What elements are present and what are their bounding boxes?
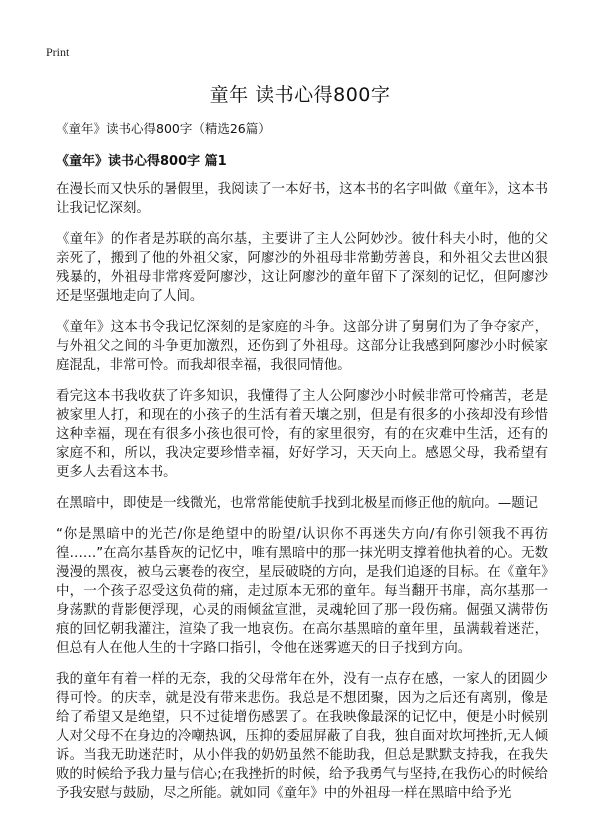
section-title: 《童年》读书心得800字 篇1 (56, 154, 227, 169)
print-label[interactable]: Print (46, 45, 70, 59)
article-body (56, 180, 548, 815)
paragraph: 在黑暗中，即使是一线微光，也常常能使航手找到北极星而修正他的航向。—题记 (56, 496, 539, 511)
paragraph: 我的童年有着一样的无奈，我的父母常年在外，没有一点存在感，一家人的团圆少得可怜。的庆幸，就是没有带来悲伤。我总是不想团聚，因为之后还有离别，像是给了希望又是绝望，只不过徒增伤感罢了。在我映像最深的记忆中，便是小时候别人对父母不在身边的冷嘲热讽，压抑的委屈屏蔽了自我，独自面对坎坷挫折,无人倾诉。当我无助迷茫时，从小伴我的奶奶虽然不能助我，但总是默默支持我，在我失败的时候给予我力量与信心;在我挫折的时候，给予我勇气与坚持,在我伤心的时候给予我安慰与鼓励，尽之所能。就如同《童年》中的外祖母一样在黑暗中给予光 (56, 672, 548, 801)
paragraph: “你是黑暗中的光芒/你是绝望中的盼望/认识你不再迷失方向/有你引领我不再彷徨……”在高尔基昏灰的记忆中，唯有黑暗中的那一抹光明支撑着他执着的心。无数漫漫的黑夜，被乌云裹卷的夜空，星辰破晓的方向，是我们追逐的目标。在《童年》中，一个孩子忍受这负荷的痛，走过原本无邪的童年。每当翻开书扉，高尔基那一身荡默的背影便浮现，心灵的雨倾盆宣泄，灵魂轮回了那一段伤痛。倔强又满带伤痕的回忆朝我灌注，渲染了我一地哀伤。在高尔基黑暗的童年里，虽满载着迷茫，但总有人在他人生的十字路口指引，令他在迷雾遮天的日子找到方向。 (56, 527, 548, 656)
page-title: 童年 读书心得800字 (209, 84, 391, 106)
paragraph: 看完这本书我收获了许多知识，我懂得了主人公阿廖沙小时候非常可怜痛苦，老是被家里人打，和现在的小孩子的生活有着天壤之别，但是有很多的小孩却没有珍惜这种幸福，现在有很多小孩也很可怜，有的家里很穷，有的在灾难中生活，还有的家庭不和，所以，我决定要珍惜幸福，好好学习，天天向上。感恩父母，我希望有更多人去看这本书。 (56, 389, 548, 480)
paragraph: 《童年》的作者是苏联的高尔基，主要讲了主人公阿妙沙。彼什科夫小时，他的父亲死了，搬到了他的外祖父家，阿廖沙的外祖母非常勤劳善良，和外祖父去世凶狠残暴的，外祖母非常疼爱阿廖沙，这让阿廖沙的童年留下了深刻的记忆，但阿廖沙还是坚强地走向了人间。 (56, 232, 548, 304)
paragraph: 《童年》这本书令我记忆深刻的是家庭的斗争。这部分讲了舅舅们为了争夺家产，与外祖父之间的斗争更加激烈，还伤到了外祖母。这部分让我感到阿廖沙小时候家庭混乱，非常可怜。而我却很幸福，我很同情他。 (56, 320, 548, 373)
page-subtitle: 《童年》读书心得800字（精选26篇） (56, 121, 271, 136)
paragraph: 在漫长而又快乐的暑假里，我阅读了一本好书，这本书的名字叫做《童年》，这本书让我记忆深刻。 (56, 182, 548, 216)
